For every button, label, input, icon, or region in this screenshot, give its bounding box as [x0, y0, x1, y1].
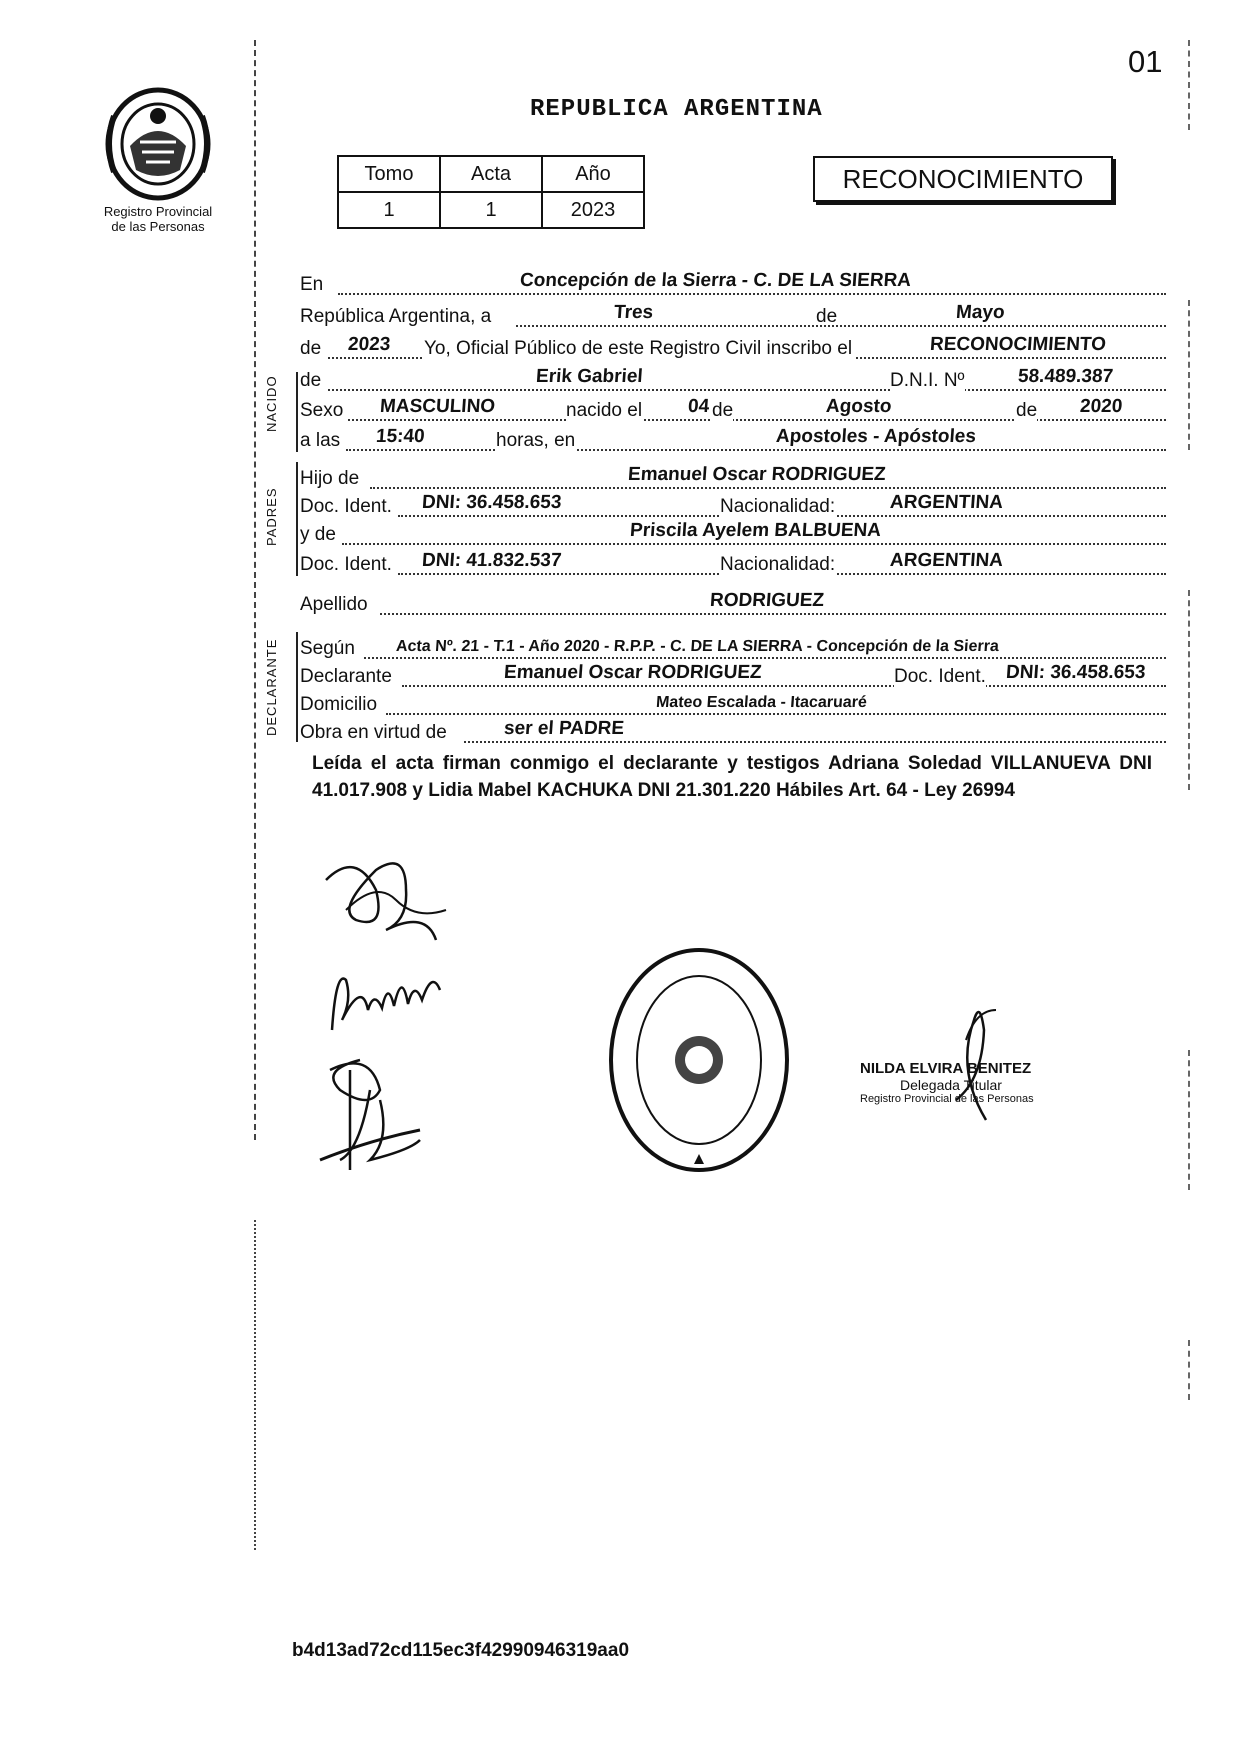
dotted-line [464, 741, 1166, 743]
label-de: de [712, 400, 734, 421]
value-birth-place: Apostoles - Apóstoles [775, 426, 977, 447]
table-cell: 1 [338, 192, 440, 228]
bracket-declarante [296, 632, 298, 742]
row-surname [300, 586, 1166, 618]
value-mother-name: Priscila Ayelem BALBUENA [629, 520, 882, 541]
value-birth-year: 2020 [1079, 396, 1124, 417]
value-obra: ser el PADRE [503, 718, 625, 739]
left-margin-line [254, 40, 256, 1140]
dotted-line [342, 543, 1166, 545]
label-sexo: Sexo [300, 400, 344, 421]
value-father-doc: DNI: 36.458.653 [421, 492, 563, 513]
dotted-line [338, 293, 1166, 295]
official-name: NILDA ELVIRA BENITEZ [860, 1060, 1032, 1077]
value-year: 2023 [347, 334, 392, 355]
label-dni: D.N.I. Nº [890, 370, 965, 391]
reference-table [337, 155, 645, 229]
value-surname: RODRIGUEZ [709, 590, 825, 611]
value-day: Tres [613, 302, 654, 323]
signature-witness-1 [322, 950, 452, 1040]
table-cell: 2023 [542, 192, 644, 228]
row-year [300, 330, 1166, 362]
side-label-declarante: DECLARANTE [264, 638, 279, 736]
label-de: de [300, 370, 322, 391]
table-cell: 1 [440, 192, 542, 228]
signature-witness-2 [310, 1050, 440, 1180]
dotted-line [348, 419, 1166, 421]
bracket-nacido [296, 372, 298, 452]
registry-caption-line1: Registro Provincial [103, 204, 213, 219]
table-header: Año [542, 156, 644, 192]
official-stamp [860, 1060, 1080, 1105]
value-mother-doc: DNI: 41.832.537 [421, 550, 563, 571]
province-crest-icon [100, 86, 216, 202]
value-place: Concepción de la Sierra - C. DE LA SIERRA [519, 270, 912, 291]
row-sex-birth [300, 392, 1166, 424]
official-role: Delegada Titular [900, 1077, 1002, 1093]
registry-seal-icon [604, 944, 794, 1176]
row-place [300, 266, 1166, 298]
row-name [300, 362, 1166, 394]
label-a-las: a las [300, 430, 341, 451]
table-header: Tomo [338, 156, 440, 192]
registry-caption [80, 204, 236, 234]
row-date [300, 298, 1166, 330]
right-margin-mark [1188, 1050, 1190, 1190]
right-margin-mark [1188, 590, 1190, 790]
official-org: Registro Provincial de las Personas [860, 1093, 1034, 1105]
label-en: En [300, 274, 324, 295]
label-domicilio: Domicilio [300, 694, 378, 715]
value-birth-day: 04 [687, 396, 710, 417]
right-margin-mark [1188, 1340, 1190, 1400]
document-title: REPUBLICA ARGENTINA [530, 96, 823, 123]
label-nacido: nacido el [566, 400, 643, 421]
table-header: Acta [440, 156, 542, 192]
label-horas: horas, en [496, 430, 576, 451]
value-dni: 58.489.387 [1017, 366, 1114, 387]
value-name: Erik Gabriel [535, 366, 644, 387]
left-margin-line-lower [254, 1220, 256, 1550]
act-type-box: RECONOCIMIENTO [813, 156, 1113, 202]
value-month: Mayo [955, 302, 1006, 323]
label-doc: Doc. Ident. [894, 666, 986, 687]
table-row [338, 192, 644, 228]
label-inscribo: Yo, Oficial Público de este Registro Civil inscribo el [424, 338, 853, 359]
dotted-line [380, 613, 1166, 615]
label-de: de [816, 306, 838, 327]
value-declarant-doc: DNI: 36.458.653 [1005, 662, 1147, 683]
label-apellido: Apellido [300, 594, 368, 615]
row-obra [300, 714, 1166, 746]
value-declarant: Emanuel Oscar RODRIGUEZ [503, 662, 763, 683]
row-mother-doc [300, 546, 1166, 578]
closing-notes: Leída el acta firman conmigo el declarante y testigos Adriana Soledad VILLANUEVA DNI 41.017.908 y Lidia Mabel KACHUKA DNI 21.301.220 Hábiles Art. 64 - Ley 26994 [312, 753, 1152, 801]
label-hijo: Hijo de [300, 468, 360, 489]
registry-caption-line2: de las Personas [111, 219, 205, 234]
dotted-line [328, 389, 1166, 391]
value-sexo: MASCULINO [379, 396, 496, 417]
right-margin-mark [1188, 40, 1190, 130]
bracket-padres [296, 462, 298, 576]
row-mother [300, 516, 1166, 548]
page-number: 01 [1128, 44, 1163, 79]
label-de: de [1016, 400, 1038, 421]
value-father-name: Emanuel Oscar RODRIGUEZ [627, 464, 887, 485]
value-birth-month: Agosto [825, 396, 893, 417]
value-birth-time: 15:40 [375, 426, 426, 447]
value-father-nationality: ARGENTINA [889, 492, 1004, 513]
document-hash: b4d13ad72cd115ec3f42990946319aa0 [292, 1640, 630, 1661]
label-nacionalidad: Nacionalidad: [720, 496, 836, 517]
label-nacionalidad: Nacionalidad: [720, 554, 836, 575]
label-y-de: y de [300, 524, 336, 545]
row-time-place [300, 422, 1166, 454]
dotted-line [346, 449, 1166, 451]
signature-declarant [316, 850, 456, 950]
table-header-row [338, 156, 644, 192]
value-segun: Acta Nº. 21 - T.1 - Año 2020 - R.P.P. - C. DE LA SIERRA - Concepción de la Sierra [395, 638, 1000, 655]
label-declarante: Declarante [300, 666, 392, 687]
label-doc: Doc. Ident. [300, 496, 392, 517]
side-label-padres: PADRES [264, 487, 279, 546]
dotted-line [516, 325, 1166, 327]
value-mother-nationality: ARGENTINA [889, 550, 1004, 571]
label-segun: Según [300, 638, 355, 659]
label-republica: República Argentina, a [300, 306, 492, 327]
right-margin-mark [1188, 300, 1190, 450]
label-de: de [300, 338, 322, 359]
value-domicilio: Mateo Escalada - Itacaruaré [655, 694, 868, 711]
label-obra: Obra en virtud de [300, 722, 447, 743]
value-act-type: RECONOCIMIENTO [929, 334, 1107, 355]
side-label-nacido: NACIDO [264, 375, 279, 432]
label-doc: Doc. Ident. [300, 554, 392, 575]
